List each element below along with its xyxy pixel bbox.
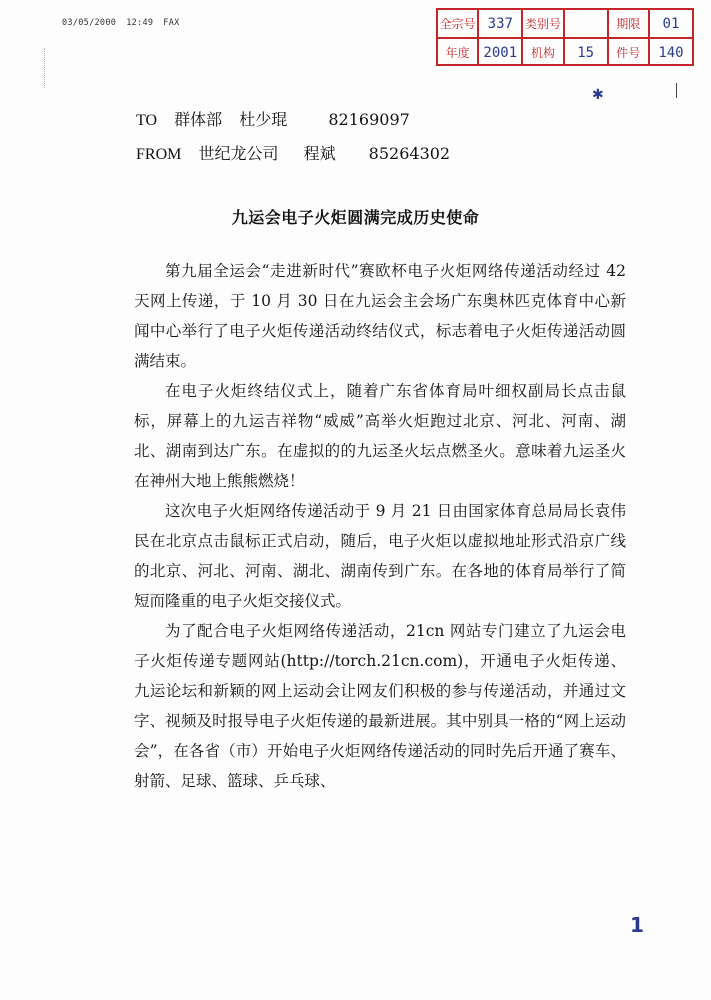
- routing-from-line: [136, 141, 450, 164]
- from-company: 世纪龙公司: [198, 144, 279, 163]
- stamp-fonds-label: 全宗号: [438, 10, 479, 37]
- to-label: TO: [136, 112, 158, 129]
- stamp-category-value: [565, 10, 609, 37]
- to-person: 杜少琨: [239, 110, 288, 129]
- stamp-year-value: 2001: [479, 39, 523, 66]
- stamp-item-label: 件号: [609, 39, 650, 66]
- stamp-category-label: 类别号: [523, 10, 564, 37]
- to-department: 群体部: [174, 110, 223, 129]
- from-person: 程斌: [303, 144, 336, 163]
- handwritten-page-number: 1: [630, 913, 644, 937]
- body-paragraph-4: 为了配合电子火炬网络传递活动，21cn 网站专门建立了九运会电子火炬传递专题网站(http://torch.21cn.com)，开通电子火炬传递、九运论坛和新颖的网上运动会让网友们积极的参与传递活动，并通过文字、视频及时报导电子火炬传递的最新进展。其中别具一格的“网上运动会”，在各省（市）开始电子火炬网络传递活动的同时先后开通了赛车、射箭、足球、篮球、乒乓球、: [134, 622, 626, 790]
- stamp-row-1: [438, 10, 692, 39]
- margin-line-mark: [676, 83, 677, 98]
- stamp-row-2: [438, 39, 692, 66]
- margin-dots: [44, 48, 49, 88]
- stamp-term-value: 01: [662, 15, 680, 32]
- from-label: FROM: [136, 146, 182, 163]
- to-phone-number: 82169097: [328, 110, 410, 129]
- stamp-fonds-value: 337: [479, 10, 523, 37]
- body-paragraph-1: 第九届全运会“走进新时代”赛欧杯电子火炬网络传递活动经过 42 天网上传递，于 10 月 30 日在九运会主会场广东奥林匹克体育中心新闻中心举行了电子火炬传递活动终结仪式，标志着电子火炬传递活动圆满结束。: [134, 262, 626, 370]
- stamp-org-value: 15: [565, 39, 609, 66]
- body-paragraph-3: 这次电子火炬网络传递活动于 9 月 21 日由国家体育总局局长袁伟民在北京点击鼠标正式启动，随后，电子火炬以虚拟地址形式沿京广线的北京、河北、河南、湖北、湖南传到广东。在各地的体育局举行了简短而隆重的电子火炬交接仪式。: [134, 502, 626, 610]
- stamp-item-value: 140: [658, 44, 684, 61]
- stamp-year-label: 年度: [438, 39, 479, 66]
- fax-type: FAX: [163, 18, 180, 28]
- archive-stamp: [436, 8, 694, 66]
- stamp-term-label: 期限: [609, 10, 650, 37]
- routing-to-line: [136, 107, 410, 130]
- document-title: 九运会电子火炬圆满完成历史使命: [231, 208, 480, 227]
- document-body: [134, 256, 626, 796]
- from-phone-number: 85264302: [368, 144, 451, 163]
- body-paragraph-2: 在电子火炬终结仪式上，随着广东省体育局叶细权副局长点击鼠标，屏幕上的九运吉祥物“威威”高举火炬跑过北京、河北、河南、湖北、湖南到达广东。在虚拟的的九运圣火坛点燃圣火。意味着九运圣火在神州大地上熊熊燃烧！: [134, 382, 626, 490]
- fax-transmission-header: [62, 18, 190, 28]
- fax-time: 12:49: [126, 18, 154, 28]
- fax-date: 03/05/2000: [62, 18, 117, 28]
- stamp-org-label: 机构: [523, 39, 564, 66]
- blue-ink-mark-icon: ✱: [592, 87, 604, 103]
